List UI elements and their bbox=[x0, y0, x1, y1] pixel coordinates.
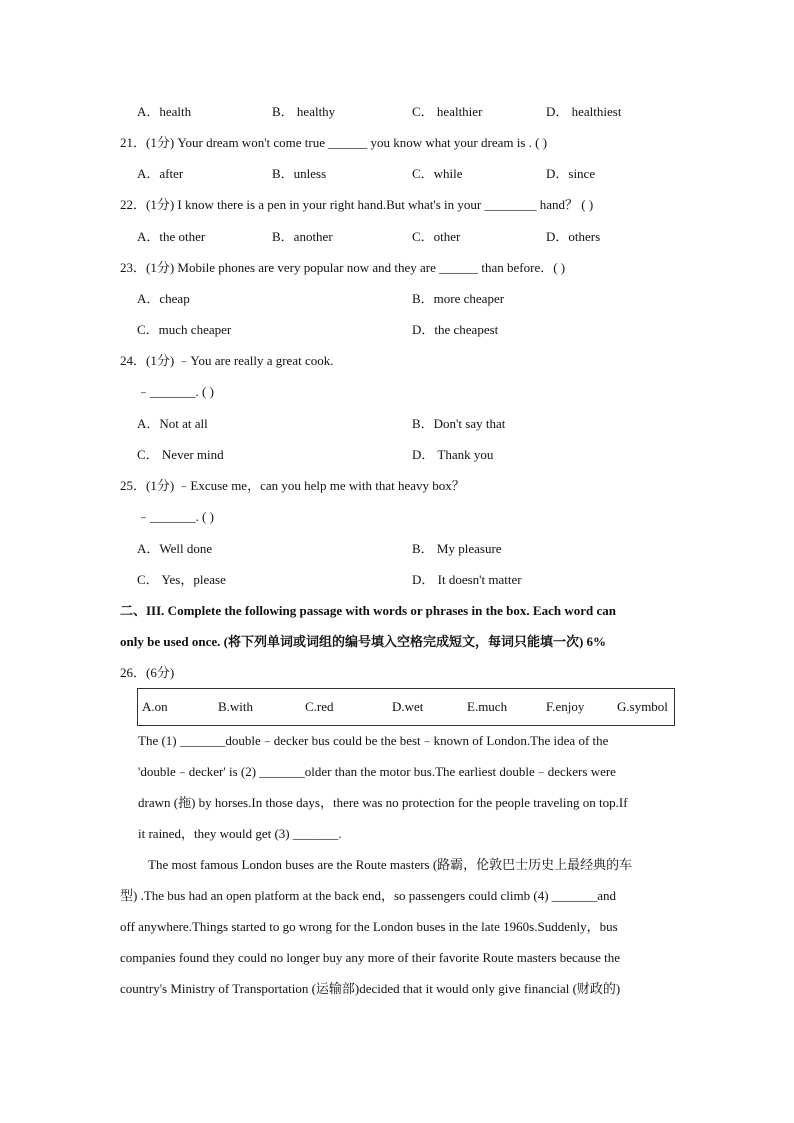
passage-line-2: 'double﹣decker' is (2) _______older than the motor bus.The earliest double﹣deckers were bbox=[138, 764, 616, 779]
q24-answer-line: ﹣_______. ( ) bbox=[137, 384, 214, 399]
word-e: E.much bbox=[467, 699, 508, 714]
q20-option-b: B． healthy bbox=[272, 104, 336, 119]
q20-option-a: A．health bbox=[137, 104, 192, 119]
q24-option-a: A．Not at all bbox=[137, 416, 208, 431]
passage-line-5: The most famous London buses are the Route masters (路霸，伦敦巴士历史上最经典的车 bbox=[148, 857, 633, 872]
q25-option-d: D． It doesn't matter bbox=[412, 572, 522, 587]
q24-option-b: B．Don't say that bbox=[412, 416, 506, 431]
q21-option-c: C．while bbox=[412, 166, 463, 181]
word-box bbox=[137, 688, 675, 726]
word-f: F.enjoy bbox=[546, 699, 585, 714]
q24-stem: 24．(1分) ﹣You are really a great cook. bbox=[120, 353, 334, 368]
passage-line-4: it rained，they would get (3) _______. bbox=[138, 826, 342, 841]
q20-option-d: D． healthiest bbox=[546, 104, 622, 119]
q21-option-b: B．unless bbox=[272, 166, 327, 181]
q21-option-a: A．after bbox=[137, 166, 184, 181]
passage-line-3: drawn (拖) by horses.In those days，there was no protection for the people traveling on top.If bbox=[138, 795, 628, 810]
section-heading-line2: only be used once. (将下列单词或词组的编号填入空格完成短文，每词只能填一次) 6% bbox=[120, 634, 607, 649]
q22-option-b: B．another bbox=[272, 229, 333, 244]
word-b: B.with bbox=[218, 699, 254, 714]
q25-option-b: B． My pleasure bbox=[412, 541, 502, 556]
q26-stem: 26．(6分) bbox=[120, 665, 175, 680]
q21-stem: 21．(1分) Your dream won't come true ______ you know what your dream is . ( ) bbox=[120, 135, 548, 150]
q25-stem: 25．(1分) ﹣Excuse me，can you help me with that heavy box？ bbox=[120, 478, 465, 493]
q24-option-c: C． Never mind bbox=[137, 447, 224, 462]
q23-option-b: B．more cheaper bbox=[412, 291, 505, 306]
q25-option-c: C． Yes，please bbox=[137, 572, 226, 587]
q25-answer-line: ﹣_______. ( ) bbox=[137, 509, 214, 524]
word-d: D.wet bbox=[392, 699, 424, 714]
q23-option-d: D．the cheapest bbox=[412, 322, 499, 337]
q23-option-a: A．cheap bbox=[137, 291, 190, 306]
word-a: A.on bbox=[142, 699, 168, 714]
q24-option-d: D． Thank you bbox=[412, 447, 494, 462]
q22-option-d: D．others bbox=[546, 229, 601, 244]
q21-option-d: D．since bbox=[546, 166, 596, 181]
passage-line-9: country's Ministry of Transportation (运输部)decided that it would only give financial (财政的) bbox=[120, 981, 621, 996]
q22-option-c: C．other bbox=[412, 229, 461, 244]
q20-option-c: C． healthier bbox=[412, 104, 483, 119]
q23-option-c: C．much cheaper bbox=[137, 322, 232, 337]
q22-option-a: A．the other bbox=[137, 229, 206, 244]
passage-line-8: companies found they could no longer buy any more of their favorite Route masters because the bbox=[120, 950, 620, 965]
q22-stem: 22．(1分) I know there is a pen in your right hand.But what's in your ________ hand？ ( ) bbox=[120, 197, 594, 212]
q25-option-a: A．Well done bbox=[137, 541, 213, 556]
passage-line-1: The (1) _______double﹣decker bus could be the best﹣known of London.The idea of the bbox=[138, 733, 609, 748]
q23-stem: 23．(1分) Mobile phones are very popular now and they are ______ than before．( ) bbox=[120, 260, 566, 275]
word-c: C.red bbox=[305, 699, 334, 714]
passage-line-7: off anywhere.Things started to go wrong for the London buses in the late 1960s.Suddenly，bus bbox=[120, 919, 618, 934]
word-g: G.symbol bbox=[617, 699, 668, 714]
passage-line-6: 型) .The bus had an open platform at the back end，so passengers could climb (4) _______and bbox=[120, 888, 617, 903]
section-heading-line1: 二、III. Complete the following passage with words or phrases in the box. Each word can bbox=[120, 603, 616, 618]
